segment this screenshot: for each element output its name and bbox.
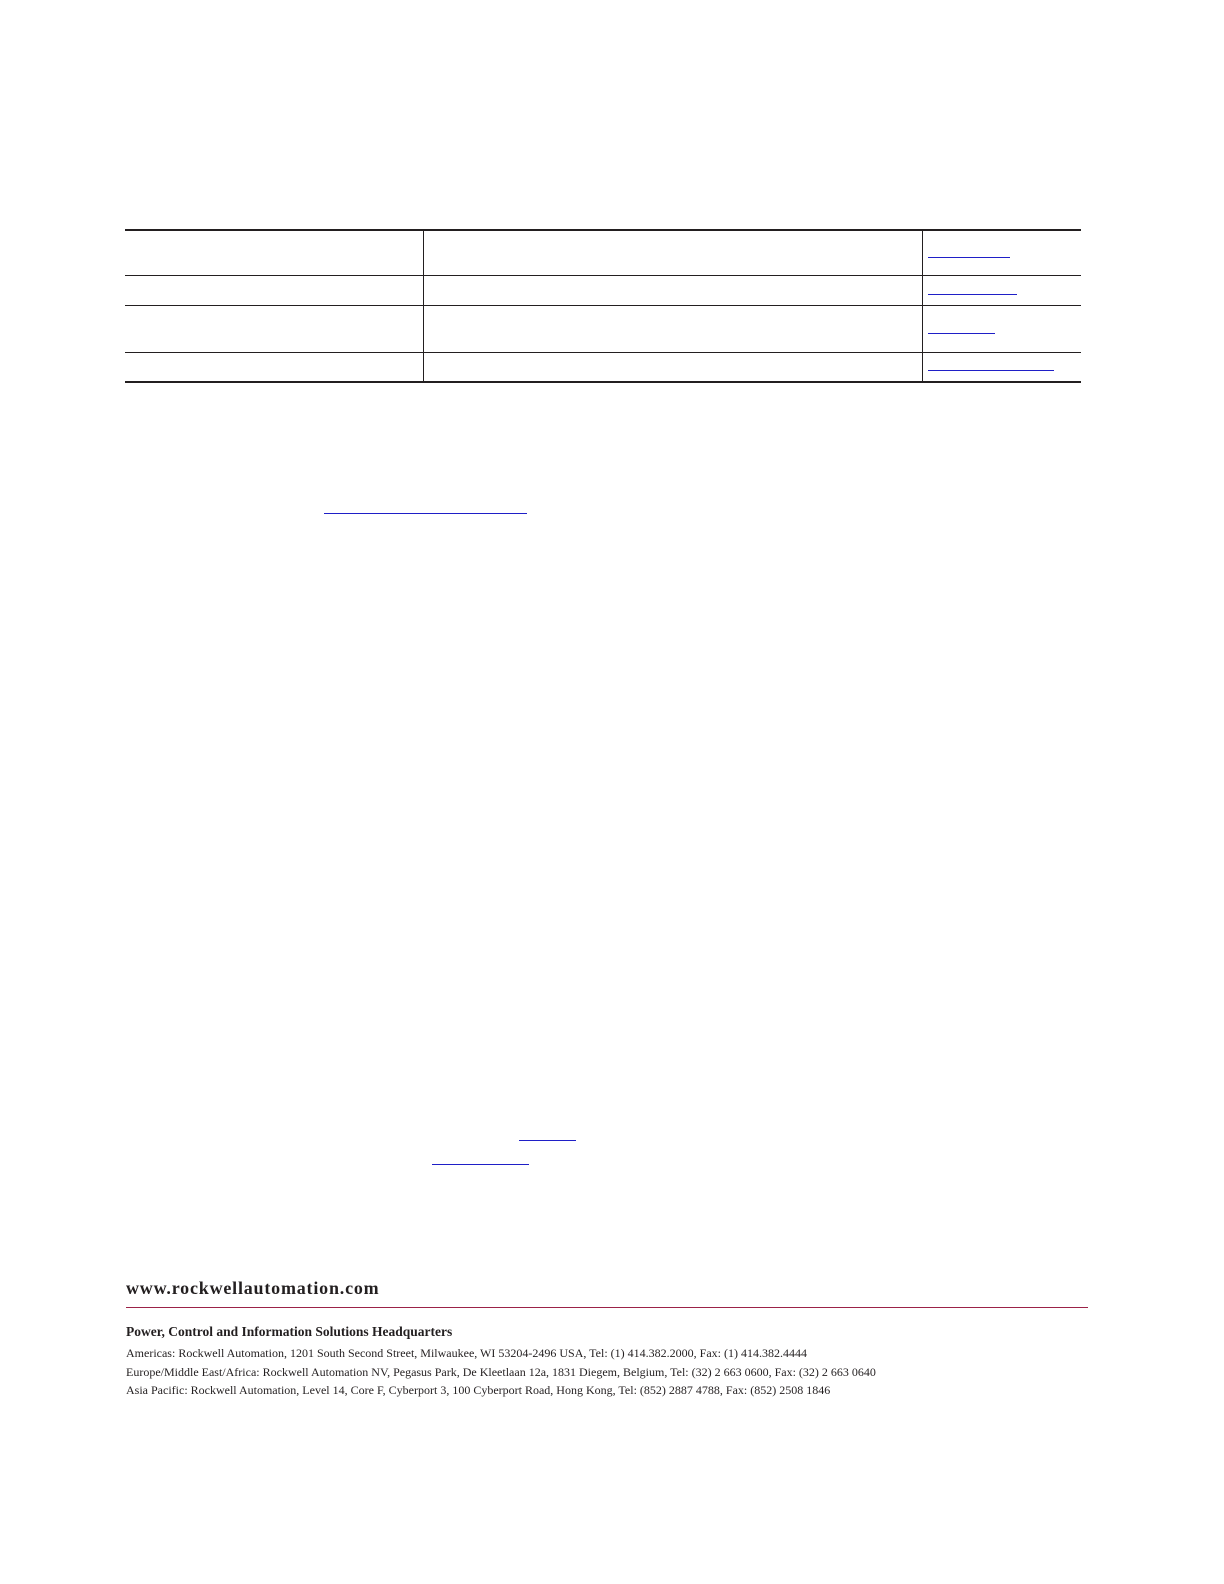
company-website[interactable]: www.rockwellautomation.com: [126, 1278, 380, 1298]
table-row: [125, 231, 1081, 276]
table-cell-link: [923, 231, 1081, 275]
table-cell-description: [424, 276, 923, 305]
feedback-link[interactable]: [519, 1140, 576, 1141]
table-row: [125, 306, 1081, 353]
table-cell-link: [923, 353, 1081, 381]
support-link[interactable]: [928, 257, 1010, 258]
support-resources-table: [125, 229, 1081, 383]
support-link[interactable]: [928, 294, 1017, 295]
table-cell-description: [424, 306, 923, 352]
table-row: [125, 353, 1081, 381]
table-cell-resource: [125, 306, 424, 352]
table-cell-link: [923, 276, 1081, 305]
table-cell-resource: [125, 353, 424, 381]
table-row: [125, 276, 1081, 306]
table-cell-resource: [125, 276, 424, 305]
environmental-info-link[interactable]: [432, 1164, 529, 1165]
table-cell-link: [923, 306, 1081, 352]
table-cell-resource: [125, 231, 424, 275]
headquarters-title: Power, Control and Information Solutions Headquarters: [126, 1324, 453, 1339]
table-cell-description: [424, 231, 923, 275]
support-link[interactable]: [928, 333, 995, 334]
table-cell-description: [424, 353, 923, 381]
address-emea: Europe/Middle East/Africa: Rockwell Automation NV, Pegasus Park, De Kleetlaan 12a, 1831 Diegem, Belgium, Tel: (32) 2 663 0600, Fax: (32) 2 663 0640: [126, 1364, 876, 1379]
installation-assistance-link[interactable]: [324, 513, 527, 514]
page-footer: [126, 1275, 1088, 1400]
address-americas: Americas: Rockwell Automation, 1201 South Second Street, Milwaukee, WI 53204-2496 USA, Tel: (1) 414.382.2000, Fax: (1) 414.382.4444: [126, 1346, 807, 1360]
footer-divider: [126, 1307, 1088, 1308]
address-asia-pacific: Asia Pacific: Rockwell Automation, Level 14, Core F, Cyberport 3, 100 Cyberport Road, Hong Kong, Tel: (852) 2887 4788, Fax: (852) 2508 1846: [126, 1383, 831, 1397]
support-link[interactable]: [928, 370, 1054, 371]
